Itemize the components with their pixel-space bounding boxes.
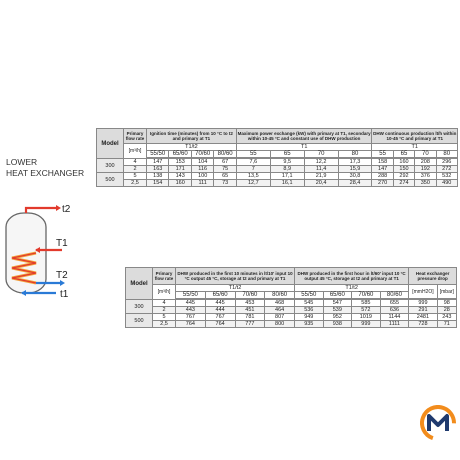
value-cell: 545 bbox=[295, 300, 324, 307]
label-T1: T1 bbox=[56, 238, 68, 249]
pressure-drop-header: Heat exchanger pressure drop bbox=[409, 268, 457, 285]
model-header: Model bbox=[126, 268, 153, 300]
value-cell: 20,4 bbox=[304, 180, 338, 187]
temp-header: 80/60 bbox=[265, 292, 295, 299]
temp-header: 55 bbox=[236, 151, 270, 158]
value-cell: 572 bbox=[352, 307, 381, 314]
value-cell: 585 bbox=[352, 300, 381, 307]
group3-param: T1 bbox=[372, 144, 458, 151]
value-cell: 767 bbox=[176, 314, 206, 321]
value-cell: 999 bbox=[352, 321, 381, 328]
value-cell: 171 bbox=[169, 166, 191, 173]
table-row bbox=[126, 314, 457, 321]
temp-header: 65/60 bbox=[169, 151, 191, 158]
value-cell: 532 bbox=[436, 173, 457, 180]
label-t2: t2 bbox=[62, 205, 71, 215]
value-cell: 764 bbox=[205, 321, 235, 328]
hot-outlet-pipe bbox=[26, 208, 56, 213]
group1-param: T1/t2 bbox=[147, 144, 237, 151]
table-row bbox=[97, 166, 458, 173]
value-cell: 17,1 bbox=[270, 173, 304, 180]
value-cell: 490 bbox=[436, 180, 457, 187]
value-cell: 11,4 bbox=[304, 166, 338, 173]
value-cell: 445 bbox=[205, 300, 235, 307]
value-cell: 2481 bbox=[409, 314, 437, 321]
value-cell: 163 bbox=[147, 166, 169, 173]
value-cell: 30,8 bbox=[338, 173, 372, 180]
value-cell: 7,6 bbox=[236, 159, 270, 166]
temp-header: 55/50 bbox=[176, 292, 206, 299]
temp-header: 65 bbox=[270, 151, 304, 158]
value-cell: 728 bbox=[409, 321, 437, 328]
label-t1: t1 bbox=[60, 289, 69, 300]
value-cell: 938 bbox=[323, 321, 352, 328]
model-cell: 300 bbox=[126, 300, 153, 314]
value-cell: 147 bbox=[147, 159, 169, 166]
value-cell: 13,5 bbox=[236, 173, 270, 180]
value-cell: 935 bbox=[295, 321, 324, 328]
value-cell: 274 bbox=[393, 180, 414, 187]
flow-unit: [m³/h] bbox=[124, 144, 147, 159]
table1-body bbox=[97, 159, 458, 187]
power-exchange-header: Maximum power exchange (kW) with primary at T1, secondary within 10-45 °C and constant use of DHW production bbox=[236, 129, 372, 144]
temp-header: 55/50 bbox=[147, 151, 169, 158]
model-cell: 500 bbox=[126, 314, 153, 328]
value-cell: 272 bbox=[436, 166, 457, 173]
value-cell: 288 bbox=[372, 173, 393, 180]
value-cell: 1019 bbox=[352, 314, 381, 321]
value-cell: 468 bbox=[265, 300, 295, 307]
value-cell: 15,9 bbox=[338, 166, 372, 173]
pressure-unit-mmh2o: [mmH2O] bbox=[409, 285, 437, 299]
table-row bbox=[97, 173, 458, 180]
dhw-production-table bbox=[125, 267, 457, 328]
lower-heat-exchanger-label bbox=[6, 157, 84, 179]
hot-outlet-arrow bbox=[56, 205, 61, 211]
flow-header: Primary flow rate bbox=[124, 129, 147, 144]
value-cell: 767 bbox=[205, 314, 235, 321]
model-header: Model bbox=[97, 129, 124, 159]
value-cell: 443 bbox=[176, 307, 206, 314]
flow-cell: 5 bbox=[124, 173, 147, 180]
value-cell: 208 bbox=[415, 159, 436, 166]
value-cell: 7 bbox=[236, 166, 270, 173]
value-cell: 100 bbox=[191, 173, 213, 180]
value-cell: 451 bbox=[235, 307, 265, 314]
value-cell: 1144 bbox=[380, 314, 409, 321]
value-cell: 158 bbox=[372, 159, 393, 166]
ignition-time-header: Ignition time (minutes) from 10 °C to t2 and primary at T1 bbox=[147, 129, 237, 144]
value-cell: 800 bbox=[265, 321, 295, 328]
flow-cell: 4 bbox=[153, 300, 176, 307]
value-cell: 111 bbox=[191, 180, 213, 187]
flow-cell: 2,5 bbox=[124, 180, 147, 187]
flow-cell: 2 bbox=[153, 307, 176, 314]
value-cell: 8,9 bbox=[270, 166, 304, 173]
side-label-line-1: LOWER bbox=[6, 157, 38, 167]
value-cell: 453 bbox=[235, 300, 265, 307]
value-cell: 28 bbox=[437, 307, 456, 314]
table-row bbox=[126, 307, 457, 314]
value-cell: 192 bbox=[415, 166, 436, 173]
temp-header: 55 bbox=[372, 151, 393, 158]
model-cell: 300 bbox=[97, 159, 124, 173]
value-cell: 9,5 bbox=[270, 159, 304, 166]
flow-cell: 2 bbox=[124, 166, 147, 173]
flow-cell: 5 bbox=[153, 314, 176, 321]
temp-header: 80/60 bbox=[214, 151, 236, 158]
temp-header: 70/60 bbox=[352, 292, 381, 299]
label-T2: T2 bbox=[56, 270, 68, 281]
value-cell: 17,3 bbox=[338, 159, 372, 166]
table2-body bbox=[126, 300, 457, 328]
continuous-production-header: DHW continuous production lt/h within 10-45 °C and primary at T1 bbox=[372, 129, 458, 144]
value-cell: 536 bbox=[295, 307, 324, 314]
value-cell: 153 bbox=[169, 159, 191, 166]
value-cell: 12,7 bbox=[236, 180, 270, 187]
value-cell: 21,9 bbox=[304, 173, 338, 180]
value-cell: 154 bbox=[147, 180, 169, 187]
value-cell: 1111 bbox=[380, 321, 409, 328]
temp-header: 65/60 bbox=[205, 292, 235, 299]
group2-param: T1/t2 bbox=[295, 285, 409, 292]
value-cell: 73 bbox=[214, 180, 236, 187]
first-hour-header: DHW produced in the first hour in lt/60' input 10 °C output 45 °C, storage at t2 and primary at T1 bbox=[295, 268, 409, 285]
temp-header: 55/50 bbox=[295, 292, 324, 299]
brand-logo-icon bbox=[420, 405, 456, 441]
value-cell: 147 bbox=[372, 166, 393, 173]
value-cell: 292 bbox=[393, 173, 414, 180]
value-cell: 67 bbox=[214, 159, 236, 166]
value-cell: 777 bbox=[235, 321, 265, 328]
temp-header: 80 bbox=[436, 151, 457, 158]
flow-cell: 4 bbox=[124, 159, 147, 166]
value-cell: 781 bbox=[235, 314, 265, 321]
value-cell: 65 bbox=[214, 173, 236, 180]
value-cell: 143 bbox=[169, 173, 191, 180]
temp-header: 70 bbox=[415, 151, 436, 158]
value-cell: 270 bbox=[372, 180, 393, 187]
value-cell: 445 bbox=[176, 300, 206, 307]
value-cell: 464 bbox=[265, 307, 295, 314]
value-cell: 104 bbox=[191, 159, 213, 166]
temp-header: 80/60 bbox=[380, 292, 409, 299]
value-cell: 444 bbox=[205, 307, 235, 314]
value-cell: 243 bbox=[437, 314, 456, 321]
model-cell: 500 bbox=[97, 173, 124, 187]
group2-param: T1 bbox=[236, 144, 372, 151]
group1-param: T1/t2 bbox=[176, 285, 295, 292]
temp-header: 70 bbox=[304, 151, 338, 158]
side-label-line-2: HEAT EXCHANGER bbox=[6, 168, 85, 178]
value-cell: 350 bbox=[415, 180, 436, 187]
value-cell: 539 bbox=[323, 307, 352, 314]
value-cell: 636 bbox=[380, 307, 409, 314]
value-cell: 160 bbox=[169, 180, 191, 187]
temp-header: 65 bbox=[393, 151, 414, 158]
table-row bbox=[126, 321, 457, 328]
flow-cell: 2,5 bbox=[153, 321, 176, 328]
temp-header: 70/60 bbox=[235, 292, 265, 299]
value-cell: 291 bbox=[409, 307, 437, 314]
flow-header: Primary flow rate bbox=[153, 268, 176, 285]
value-cell: 150 bbox=[393, 166, 414, 173]
value-cell: 71 bbox=[437, 321, 456, 328]
flow-unit: [m³/h] bbox=[153, 285, 176, 300]
tank-diagram bbox=[0, 205, 90, 305]
value-cell: 116 bbox=[191, 166, 213, 173]
value-cell: 764 bbox=[176, 321, 206, 328]
value-cell: 75 bbox=[214, 166, 236, 173]
value-cell: 655 bbox=[380, 300, 409, 307]
temp-header: 80 bbox=[338, 151, 372, 158]
value-cell: 138 bbox=[147, 173, 169, 180]
value-cell: 296 bbox=[436, 159, 457, 166]
value-cell: 12,2 bbox=[304, 159, 338, 166]
value-cell: 952 bbox=[323, 314, 352, 321]
value-cell: 98 bbox=[437, 300, 456, 307]
heat-exchanger-performance-table bbox=[96, 128, 458, 187]
table-row bbox=[97, 159, 458, 166]
value-cell: 807 bbox=[265, 314, 295, 321]
value-cell: 160 bbox=[393, 159, 414, 166]
temp-header: 70/60 bbox=[191, 151, 213, 158]
pressure-unit-mbar: [mbar] bbox=[437, 285, 456, 299]
value-cell: 376 bbox=[415, 173, 436, 180]
value-cell: 547 bbox=[323, 300, 352, 307]
first-10-min-header: DHW produced in the first 10 minutes in lt/10' input 10 °C output 45 °C, storage at t2 and primary at T1 bbox=[176, 268, 295, 285]
value-cell: 16,1 bbox=[270, 180, 304, 187]
temp-header: 65/60 bbox=[323, 292, 352, 299]
value-cell: 999 bbox=[409, 300, 437, 307]
table-row bbox=[126, 300, 457, 307]
value-cell: 28,4 bbox=[338, 180, 372, 187]
table-row bbox=[97, 180, 458, 187]
value-cell: 949 bbox=[295, 314, 324, 321]
